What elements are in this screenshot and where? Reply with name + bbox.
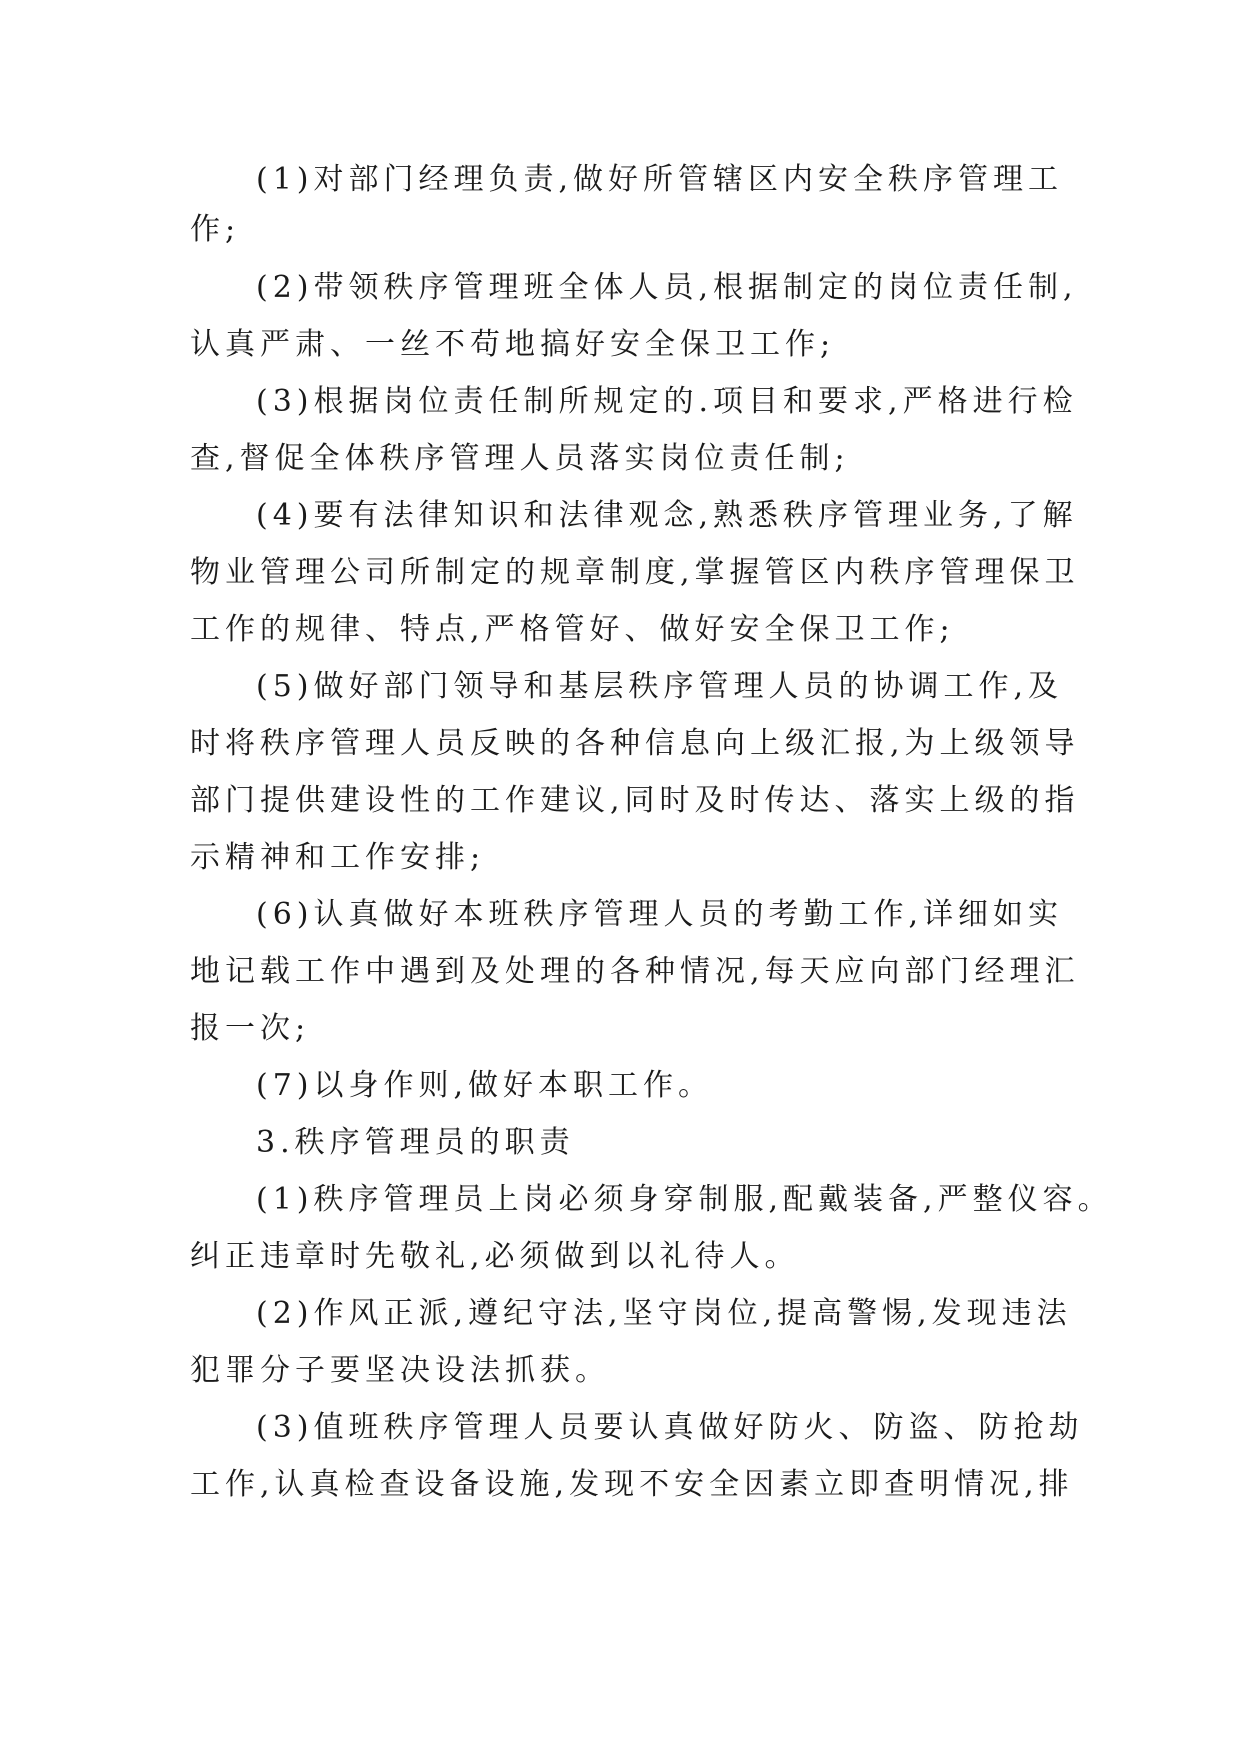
text-line: 作;: [190, 212, 241, 247]
text-line: 认真严肃、一丝不苟地搞好安全保卫工作;: [190, 327, 836, 362]
text-line: 工作的规律、特点,严格管好、做好安全保卫工作;: [190, 612, 955, 647]
text-line: (1)秩序管理员上岗必须身穿制服,配戴装备,严整仪容。: [256, 1182, 1113, 1217]
text-line: (7)以身作则,做好本职工作。: [256, 1068, 714, 1103]
text-line: (1)对部门经理负责,做好所管辖区内安全秩序管理工: [256, 162, 1064, 197]
text-line: (3)根据岗位责任制所规定的.项目和要求,严格进行检: [256, 384, 1078, 419]
text-line: (2)作风正派,遵纪守法,坚守岗位,提高警惕,发现违法: [256, 1296, 1072, 1331]
text-line: 地记载工作中遇到及处理的各种情况,每天应向部门经理汇: [190, 954, 1080, 989]
text-line: (4)要有法律知识和法律观念,熟悉秩序管理业务,了解: [256, 498, 1078, 533]
text-line: (2)带领秩序管理班全体人员,根据制定的岗位责任制,: [256, 270, 1078, 305]
text-line: (6)认真做好本班秩序管理人员的考勤工作,详细如实: [256, 897, 1064, 932]
text-line: 示精神和工作安排;: [190, 840, 486, 875]
text-line: 物业管理公司所制定的规章制度,掌握管区内秩序管理保卫: [190, 555, 1080, 590]
text-line: 时将秩序管理人员反映的各种信息向上级汇报,为上级领导: [190, 726, 1080, 761]
text-line: (5)做好部门领导和基层秩序管理人员的协调工作,及: [256, 669, 1064, 704]
section-heading: 3.秩序管理员的职责: [256, 1125, 575, 1160]
text-line: 报一次;: [190, 1011, 311, 1046]
text-line: 犯罪分子要坚决设法抓获。: [190, 1353, 610, 1388]
text-line: (3)值班秩序管理人员要认真做好防火、防盗、防抢劫: [256, 1410, 1084, 1445]
text-line: 部门提供建设性的工作建议,同时及时传达、落实上级的指: [190, 783, 1080, 818]
text-line: 工作,认真检查设备设施,发现不安全因素立即查明情况,排: [190, 1467, 1074, 1502]
text-line: 纠正违章时先敬礼,必须做到以礼待人。: [190, 1239, 800, 1274]
text-line: 查,督促全体秩序管理人员落实岗位责任制;: [190, 441, 850, 476]
